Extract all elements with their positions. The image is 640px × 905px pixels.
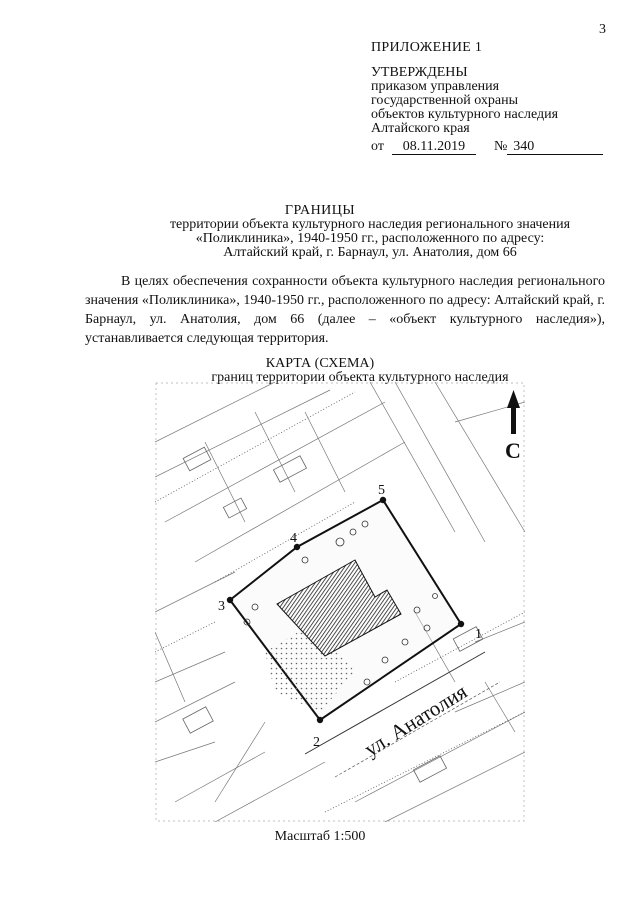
- north-label: С: [505, 438, 521, 463]
- document-heading: ГРАНИЦЫ: [284, 203, 356, 218]
- approval-line-2: государственной охраны: [371, 93, 519, 108]
- order-line: [371, 140, 603, 155]
- north-arrow: [505, 390, 521, 463]
- boundary-point-3: [227, 597, 233, 603]
- subheading-line-3: Алтайский край, г. Барнаул, ул. Анатолия, дом 66: [223, 245, 517, 260]
- point-label-5: 5: [378, 483, 385, 498]
- approval-block: [371, 66, 603, 155]
- order-number: 340: [507, 140, 603, 155]
- boundary-point-2: [317, 717, 323, 723]
- point-label-4: 4: [290, 531, 297, 546]
- appendix-label: ПРИЛОЖЕНИЕ 1: [371, 40, 483, 55]
- order-number-label: №: [493, 139, 508, 154]
- document-subheading: [130, 218, 610, 260]
- point-label-3: 3: [218, 599, 225, 614]
- approval-line-3: объектов культурного наследия: [371, 107, 559, 122]
- point-label-1: 1: [475, 627, 482, 642]
- point-label-2: 2: [313, 735, 320, 750]
- body-paragraph: В целях обеспечения сохранности объекта культурного наследия регионального значения «Поликлиника», 1940-1950 гг., расположенного по адресу: Алтайский край, г. Барнаул, ул. Анатолия, дом 66 (далее – «объект культурного наследия»), устанавливается следующая территория.: [85, 274, 605, 346]
- subheading-line-1: территории объекта культурного наследия регионального значения: [169, 217, 571, 232]
- order-from-label: от: [371, 139, 384, 154]
- approval-line-1: приказом управления: [371, 79, 500, 94]
- order-date: 08.11.2019: [392, 140, 476, 155]
- page-number: 3: [599, 22, 606, 37]
- map-title: КАРТА (СХЕМА): [265, 356, 375, 371]
- map-subtitle: границ территории объекта культурного наследия: [211, 370, 509, 385]
- map-drawing: [155, 382, 525, 822]
- approval-line-4: Алтайского края: [371, 121, 470, 136]
- boundary-point-1: [458, 621, 464, 627]
- subheading-line-2: «Поликлиника», 1940-1950 гг., расположенного по адресу:: [195, 231, 545, 246]
- map-scale: Масштаб 1:500: [274, 829, 366, 844]
- approved-title: УТВЕРЖДЕНЫ: [371, 65, 468, 80]
- street-label: ул. Анатолия: [359, 679, 472, 762]
- boundary-map: [155, 382, 525, 822]
